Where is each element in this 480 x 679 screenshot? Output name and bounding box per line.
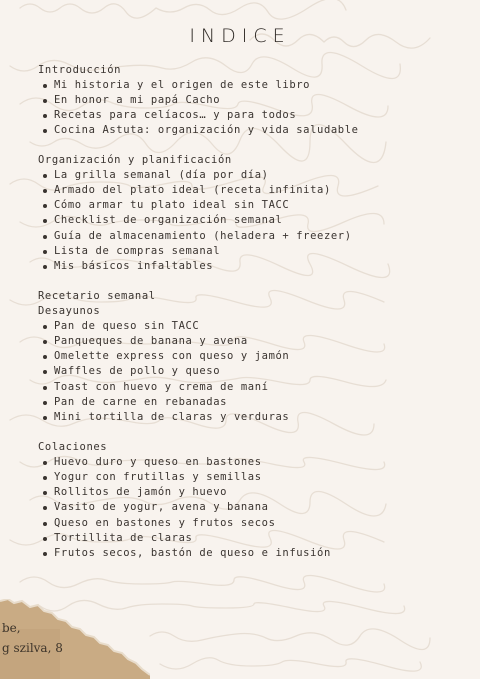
section-colaciones (38, 440, 458, 561)
list-item: Pan de carne en rebanadas (38, 395, 458, 410)
list-item: Cómo armar tu plato ideal sin TACC (38, 198, 458, 213)
list-item: Mi historia y el origen de este libro (38, 78, 458, 93)
list-item: Guía de almacenamiento (heladera + freezer) (38, 229, 458, 244)
list-item: Frutos secos, bastón de queso e infusión (38, 546, 458, 561)
section-introduccion (38, 63, 458, 139)
item-list (38, 455, 458, 561)
list-item: Cocina Astuta: organización y vida saludable (38, 123, 458, 138)
list-item: Rollitos de jamón y huevo (38, 485, 458, 500)
list-item: Lista de compras semanal (38, 244, 458, 259)
torn-paper-scrap (0, 599, 150, 679)
page-title: INDICE (189, 25, 291, 47)
section-heading: Organización y planificación (38, 154, 232, 166)
list-item: Tortillita de claras (38, 531, 458, 546)
list-item: Recetas para celíacos… y para todos (38, 108, 458, 123)
item-list (38, 168, 458, 274)
list-item: Vasito de yogur, avena y banana (38, 500, 458, 515)
list-item: La grilla semanal (día por día) (38, 168, 458, 183)
list-item: Waffles de pollo y queso (38, 364, 458, 379)
list-item: Checklist de organización semanal (38, 213, 458, 228)
list-item: Toast con huevo y crema de maní (38, 380, 458, 395)
list-item: En honor a mi papá Cacho (38, 93, 458, 108)
subsection-heading: Desayunos (38, 305, 101, 317)
list-item: Huevo duro y queso en bastones (38, 455, 458, 470)
list-item: Queso en bastones y frutos secos (38, 516, 458, 531)
list-item: Mis básicos infaltables (38, 259, 458, 274)
section-heading: Recetario semanal (38, 290, 156, 302)
item-list (38, 78, 458, 139)
list-item: Pan de queso sin TACC (38, 319, 458, 334)
section-recetario (38, 289, 458, 425)
list-item: Armado del plato ideal (receta infinita) (38, 183, 458, 198)
item-list (38, 319, 458, 425)
torn-paper-text: g szilva, 8 (2, 641, 63, 655)
section-organizacion (38, 153, 458, 274)
section-heading: Introducción (38, 64, 122, 76)
list-item: Mini tortilla de claras y verduras (38, 410, 458, 425)
list-item: Yogur con frutillas y semillas (38, 470, 458, 485)
torn-paper-text: be, (2, 621, 21, 635)
list-item: Omelette express con queso y jamón (38, 349, 458, 364)
section-heading: Colaciones (38, 441, 108, 453)
list-item: Panqueques de banana y avena (38, 334, 458, 349)
